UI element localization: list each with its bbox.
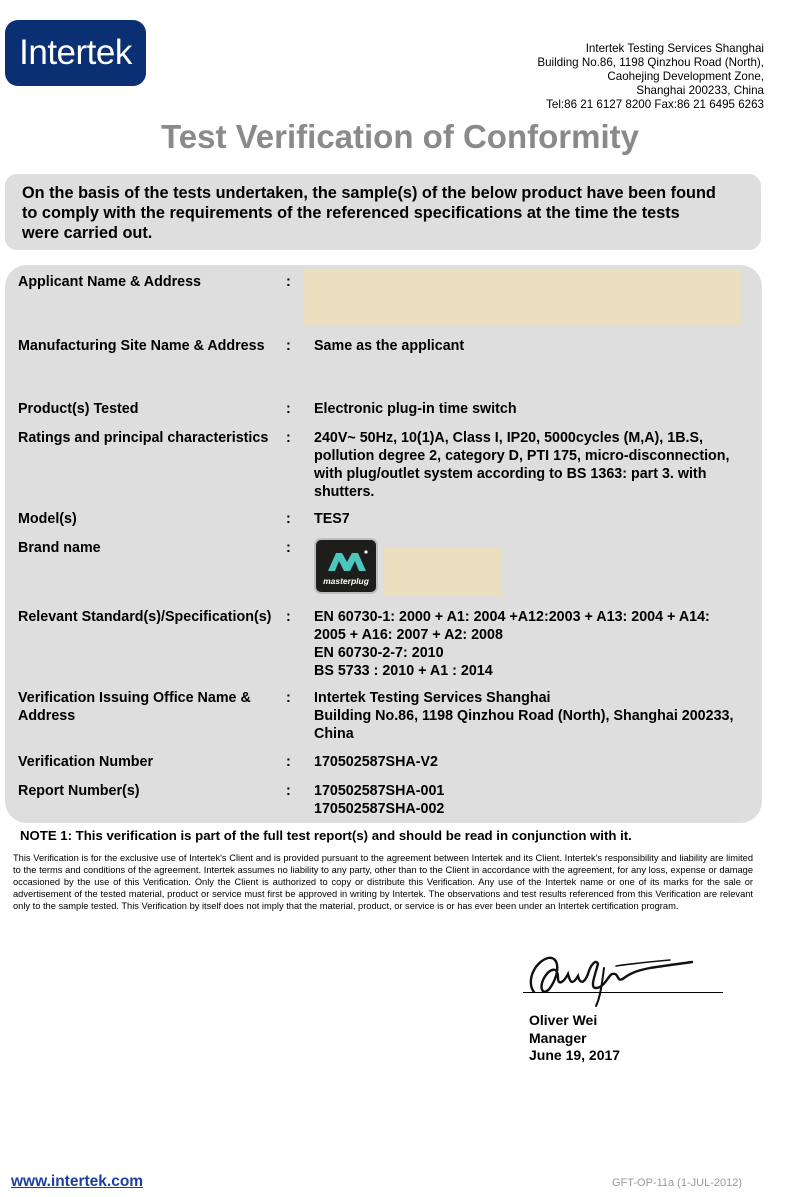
report-numbers-label: Report Number(s): [18, 783, 140, 799]
lab-address-line: Building No.86, 1198 Qinzhou Road (North),: [537, 56, 764, 69]
signatory-title: Manager: [529, 1029, 587, 1046]
products-tested-label: Product(s) Tested: [18, 401, 139, 417]
masterplug-logo: [314, 538, 378, 594]
lab-address: [434, 42, 764, 112]
colon: :: [286, 274, 291, 290]
issuing-office-line: Building No.86, 1198 Qinzhou Road (North), Shanghai 200233,: [314, 708, 734, 724]
intro-line: to comply with the requirements of the referenced specifications at the time the tests: [22, 204, 680, 222]
verification-number-label: Verification Number: [18, 754, 154, 770]
issuing-office-label: Verification Issuing Office Name & Address: [18, 690, 251, 724]
redacted-brand-block: [383, 548, 502, 595]
masterplug-mark-icon: [326, 549, 368, 573]
ratings-line: with plug/outlet system according to BS 1363: part 3. with: [314, 466, 707, 482]
document-title: Test Verification of Conformity: [161, 118, 639, 155]
ratings-value: [314, 429, 774, 501]
redacted-applicant-block: [303, 269, 741, 325]
ratings-line: pollution degree 2, category D, PTI 175, micro-disconnection,: [314, 448, 730, 464]
colon: :: [286, 754, 291, 770]
colon: :: [286, 609, 291, 625]
ratings-label: Ratings and principal characteristics: [18, 430, 269, 446]
verification-number-value: 170502587SHA-V2: [314, 754, 438, 770]
applicant-label: Applicant Name & Address: [18, 274, 201, 290]
form-code: GFT-OP-11a (1-JUL-2012): [611, 1177, 742, 1189]
lab-address-line: Intertek Testing Services Shanghai: [585, 42, 764, 55]
ratings-line: 240V~ 50Hz, 10(1)A, Class I, IP20, 5000cycles (M,A), 1B.S,: [314, 430, 704, 446]
colon: :: [286, 783, 291, 799]
website-link[interactable]: www.intertek.com: [11, 1173, 144, 1190]
issuing-office-line: China: [314, 726, 354, 742]
standards-line: BS 5733 : 2010 + A1 : 2014: [314, 663, 493, 679]
intro-line: were carried out.: [22, 224, 153, 242]
standards-line: EN 60730-2-7: 2010: [314, 645, 444, 661]
manufacturing-site-value: Same as the applicant: [314, 338, 465, 354]
products-tested-value: Electronic plug-in time switch: [314, 401, 517, 417]
models-value: TES7: [314, 511, 350, 527]
standards-line: EN 60730-1: 2000 + A1: 2004 +A12:2003 + A13: 2004 + A14:: [314, 609, 710, 625]
models-label: Model(s): [18, 511, 77, 527]
report-numbers-value: [314, 782, 774, 818]
note-1: NOTE 1: This verification is part of the full test report(s) and should be read in conjunction with it.: [20, 828, 632, 843]
lab-contact-line: Tel:86 21 6127 8200 Fax:86 21 6495 6263: [546, 98, 764, 111]
standards-label: Relevant Standard(s)/Specification(s): [18, 609, 272, 625]
signature-line: [523, 992, 723, 993]
issuing-office-value: [314, 689, 774, 743]
lab-address-line: Shanghai 200233, China: [636, 84, 764, 97]
intro-line: On the basis of the tests undertaken, the sample(s) of the below product have been found: [22, 184, 716, 202]
colon: :: [286, 690, 291, 706]
colon: :: [286, 540, 291, 556]
manufacturing-site-label: Manufacturing Site Name & Address: [18, 338, 265, 354]
masterplug-wordmark: masterplug: [323, 576, 369, 586]
standards-line: 2005 + A16: 2007 + A2: 2008: [314, 627, 503, 643]
disclaimer-text: This Verification is for the exclusive use of Intertek's Client and is provided pursuant to the agreement between Intertek and its Client. Intertek's responsibility and liability are limited to the terms and conditions of the agreement. Intertek assumes no liability to any party, other than to the Client in accordance with the agreement, for any loss, expense or damage occasioned by the use of this Verification. Only the Client is authorized to copy or distribute this Verification. Any use of the Intertek name or one of its marks for the sale or advertisement of the tested material, product or service must first be approved in writing by Intertek. The observations and test results referenced from this Verification are relevant only to the sample tested. This Verification by itself does not imply that the material, product, or service is or has ever been under an Intertek certification program.: [13, 853, 753, 912]
colon: :: [286, 430, 291, 446]
standards-value: [314, 608, 774, 680]
report-number: 170502587SHA-002: [314, 801, 445, 817]
ratings-line: shutters.: [314, 484, 375, 500]
handwritten-signature: [520, 948, 700, 1008]
colon: :: [286, 511, 291, 527]
brand-label: Brand name: [18, 540, 101, 556]
signatory-date: June 19, 2017: [529, 1047, 621, 1063]
lab-address-line: Caohejing Development Zone,: [607, 70, 764, 83]
report-number: 170502587SHA-001: [314, 783, 445, 799]
intro-statement: [5, 174, 761, 250]
signatory-block: [529, 1012, 620, 1065]
colon: :: [286, 401, 291, 417]
issuing-office-line: Intertek Testing Services Shanghai: [314, 690, 551, 706]
intertek-logo: Intertek: [5, 20, 146, 86]
signatory-name: Oliver Wei: [529, 1012, 598, 1028]
colon: :: [286, 338, 291, 354]
